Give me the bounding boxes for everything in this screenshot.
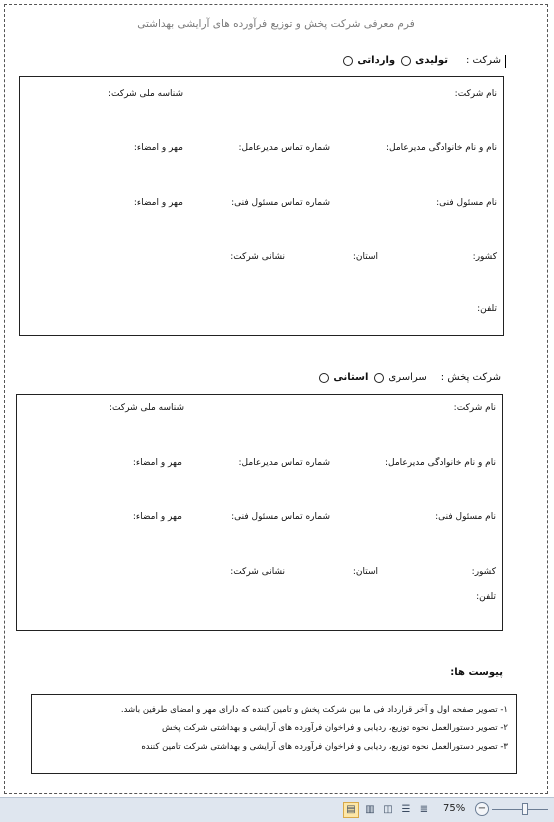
zoom-out-button[interactable]: − — [475, 802, 489, 816]
producer-country: کشور: — [472, 252, 497, 262]
radio-producer[interactable] — [401, 56, 411, 66]
distributor-address: نشانی شرکت: — [230, 567, 285, 577]
outline-icon[interactable]: ☰ — [401, 804, 411, 815]
distributor-phone: تلفن: — [476, 592, 496, 602]
producer-box — [19, 76, 504, 336]
distributor-box — [16, 394, 503, 631]
form-title: فرم معرفی شرکت پخش و توزیع فرآورده های آرایشی بهداشتی — [137, 18, 415, 30]
distributor-ceo-phone: شماره تماس مدیرعامل: — [238, 458, 330, 468]
document-page — [4, 4, 548, 794]
option-importer-label: وارداتی — [357, 55, 396, 66]
producer-heading-row — [343, 55, 501, 66]
zoom-slider-thumb[interactable] — [522, 803, 528, 815]
distributor-province: استان: — [352, 567, 378, 577]
option-importer[interactable] — [343, 55, 395, 66]
full-screen-reading-icon[interactable]: ▥ — [365, 804, 375, 815]
producer-company-name: نام شرکت: — [454, 89, 497, 99]
producer-tech-phone: شماره تماس مسئول فنی: — [231, 198, 330, 208]
distributor-heading-row — [319, 372, 501, 383]
attachment-item-1: ۱- تصویر صفحه اول و آخر قرارداد فی ما بین شرکت پخش و تامین کننده که دارای مهر و امضای طرفین باشد. — [120, 705, 508, 715]
option-producer[interactable] — [401, 55, 448, 66]
radio-importer[interactable] — [343, 56, 353, 66]
distributor-company-name: نام شرکت: — [453, 403, 496, 413]
distributor-national-id: شناسه ملی شرکت: — [108, 403, 184, 413]
attachment-item-2: ۲- تصویر دستورالعمل نحوه توزیع، ردیابی و فراخوان فرآورده های آرایشی و بهداشتی شرکت پخش — [161, 723, 508, 733]
option-producer-label: تولیدی — [415, 55, 448, 66]
distributor-heading: شرکت پخش : — [440, 372, 501, 383]
status-bar — [0, 797, 554, 822]
attachments-box — [31, 694, 517, 774]
producer-seal: مهر و امضاء: — [133, 143, 183, 153]
attachment-item-3: ۳- تصویر دستورالعمل نحوه توزیع، ردیابی و فراخوان فرآورده های آرایشی و بهداشتی شرکت تامین کننده — [141, 742, 508, 752]
web-layout-icon[interactable]: ◫ — [383, 804, 393, 815]
option-provincial-label: استانی — [333, 372, 369, 383]
producer-province: استان: — [352, 252, 378, 262]
distributor-tech-phone: شماره تماس مسئول فنی: — [231, 512, 330, 522]
zoom-slider-track[interactable] — [492, 809, 548, 810]
producer-national-id: شناسه ملی شرکت: — [107, 89, 183, 99]
producer-tech-officer: نام مسئول فنی: — [436, 198, 497, 208]
distributor-tech-officer: نام مسئول فنی: — [435, 512, 496, 522]
distributor-country: کشور: — [471, 567, 496, 577]
radio-provincial[interactable] — [319, 373, 329, 383]
print-layout-icon[interactable]: ▤ — [343, 802, 359, 818]
option-provincial[interactable] — [319, 372, 368, 383]
option-nationwide-label: سراسری — [388, 372, 427, 383]
producer-seal-2: مهر و امضاء: — [133, 198, 183, 208]
distributor-seal: مهر و امضاء: — [132, 458, 182, 468]
attachments-heading: پیوست ها: — [450, 667, 503, 678]
distributor-ceo-name: نام و نام خانوادگی مدیرعامل: — [385, 458, 496, 468]
option-nationwide[interactable] — [374, 372, 426, 383]
producer-phone: تلفن: — [477, 304, 497, 314]
draft-icon[interactable]: ≣ — [419, 804, 429, 815]
producer-ceo-name: نام و نام خانوادگی مدیرعامل: — [386, 143, 497, 153]
producer-address: نشانی شرکت: — [230, 252, 285, 262]
distributor-seal-2: مهر و امضاء: — [132, 512, 182, 522]
text-cursor — [505, 55, 506, 68]
producer-ceo-phone: شماره تماس مدیرعامل: — [238, 143, 330, 153]
producer-heading: شرکت : — [465, 55, 501, 66]
radio-nationwide[interactable] — [374, 373, 384, 383]
zoom-level[interactable]: 75% — [443, 803, 466, 814]
